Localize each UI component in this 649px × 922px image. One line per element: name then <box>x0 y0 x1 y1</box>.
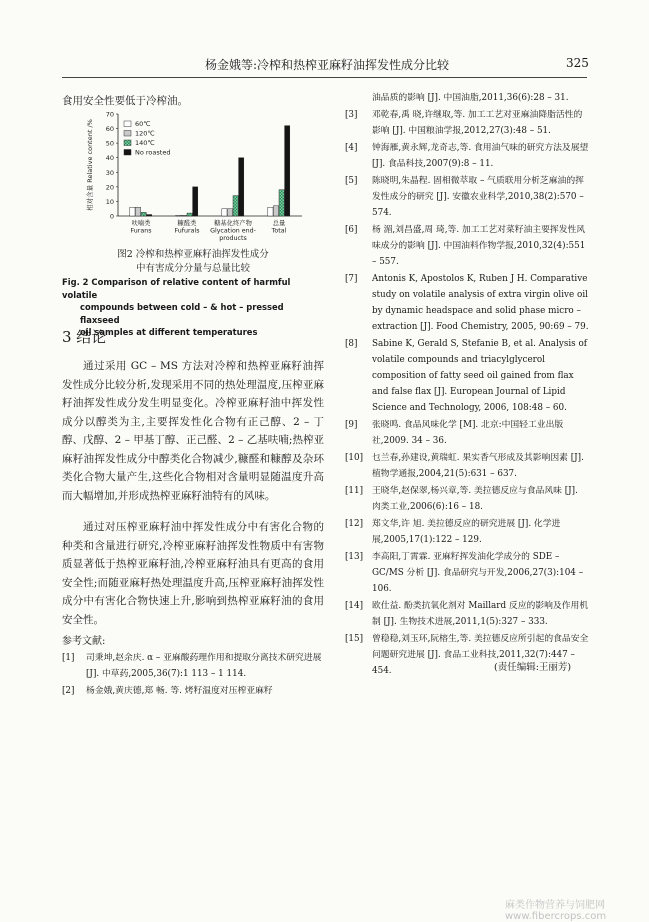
figure-caption-cn-line-1: 图2 冷榨和热榨亚麻籽油挥发性成分 <box>117 249 269 260</box>
reference-list-right <box>345 90 589 680</box>
reference-number: [7] <box>345 274 358 284</box>
y-tick-label: 0 <box>109 212 114 221</box>
running-title: 杨金娥等:冷榨和热榨亚麻籽油挥发性成分比较 <box>205 58 450 72</box>
bar <box>176 215 181 216</box>
x-tick-label: 呋喃类 <box>131 220 151 227</box>
bar <box>233 196 238 216</box>
reference-list-left <box>62 650 324 700</box>
y-tick-label: 20 <box>105 183 114 192</box>
figure-caption-en-line-3: oil samples at different temperatures <box>80 327 258 337</box>
legend-label: 60℃ <box>135 120 151 128</box>
running-header <box>0 56 649 76</box>
y-tick-label: 40 <box>105 154 114 163</box>
x-tick-label: 总量 <box>272 220 286 227</box>
y-tick-label: 50 <box>105 139 114 148</box>
reference-number: [8] <box>345 339 358 349</box>
y-axis-label <box>85 119 94 211</box>
reference-item <box>345 598 589 630</box>
reference-item <box>345 90 589 106</box>
bar <box>193 187 198 216</box>
reference-text: 司秉坤,赵余庆. α – 亚麻酸药理作用和提取分离技术研究进展 [J]. 中草药,2005,36(7):1 113 – 1 114. <box>86 653 322 679</box>
reference-number: [1] <box>62 653 75 663</box>
bar <box>285 126 290 216</box>
legend-label: 120℃ <box>135 129 155 138</box>
x-tick-label: products <box>219 235 247 242</box>
reference-text: 曾稳稳,刘玉环,阮榕生,等. 美拉德反应所引起的食品安全问题研究进展 [J]. 食品工业科技,2011,32(7):447 – 454. <box>372 634 589 676</box>
legend-swatch <box>124 150 131 156</box>
figure-2 <box>62 108 324 252</box>
paragraph: 通过对压榨亚麻籽油中挥发性成分中有害化合物的种类和含量进行研究,冷榨亚麻籽油挥发性物质中有害物质显著低于热榨亚麻籽油,冷榨亚麻籽油具有更高的食用安全性;而随亚麻籽热处理温度升高,压榨亚麻籽油挥发性成分中有害化合物快速上升,影响到热榨亚麻籽油的食用安全性。 <box>62 521 324 626</box>
conclusion-text <box>62 357 324 629</box>
reference-text: 钟海雁,黄永辉,龙奇志,等. 食用油气味的研究方法及展望 [J]. 食品科技,2007(9):8 – 11. <box>372 143 589 169</box>
bar <box>187 213 192 216</box>
reference-number: [6] <box>345 225 358 235</box>
y-tick-label: 60 <box>105 125 114 134</box>
reference-number: [10] <box>345 453 364 463</box>
x-tick-label: 糖基化终产物 <box>214 220 252 227</box>
reference-text: 欧仕益. 酚类抗氧化剂对 Maillard 反应的影响及作用机制 [J]. 生物技术进展,2011,1(5):327 – 333. <box>372 601 589 627</box>
reference-item <box>345 222 589 270</box>
reference-item <box>345 549 589 597</box>
reference-item <box>62 650 324 682</box>
bar <box>273 206 278 216</box>
bar <box>239 158 244 216</box>
reference-number: [4] <box>345 143 358 153</box>
page-number: 325 <box>566 56 589 70</box>
reference-item <box>62 683 324 699</box>
header-rule <box>62 77 587 78</box>
figure-caption-cn <box>62 248 324 276</box>
bar <box>222 209 227 216</box>
paragraph: 通过采用 GC – MS 方法对冷榨和热榨亚麻籽油挥发性成分比较分析,发现采用不同的热处理温度,压榨亚麻籽油挥发性成分发生明显变化。冷榨亚麻籽油中挥发性成分以醇类为主,主要挥发性化合物有正己醇、2 – 丁醇、戊醇、2 – 甲基丁醇、正己醛、2 – 乙基呋喃;热榨亚麻籽油挥发性成分中醇类化合物减少,糠醛和糠醇及杂环类化合物大量产生,这些化合物相对含量明显随温度升高而大幅增加,并形成热榨亚麻籽油特有的风味。 <box>62 360 324 502</box>
x-tick-label: Total <box>271 227 287 235</box>
reference-text: 郑文华,许 旭. 美拉德反应的研究进展 [J]. 化学进展,2005,17(1):122 – 129. <box>372 519 561 545</box>
reference-text: 王晓华,赵保翠,杨兴章,等. 美拉德反应与食品风味 [J]. 肉类工业,2006(6):16 – 18. <box>372 486 578 512</box>
reference-item <box>345 107 589 139</box>
reference-item <box>345 336 589 416</box>
reference-text: 李高阳,丁霄霖. 亚麻籽挥发油化学成分的 SDE – GC/MS 分析 [J]. 食品研究与开发,2006,27(3):104 – 106. <box>372 552 584 594</box>
legend-label: No roasted <box>135 148 171 157</box>
reference-number: [15] <box>345 634 364 644</box>
bar <box>141 212 146 216</box>
bar <box>147 215 152 216</box>
figure-caption-cn-line-2: 中有害成分分量与总量比较 <box>135 263 250 274</box>
bar <box>227 209 232 216</box>
legend-label: 140℃ <box>135 139 155 147</box>
reference-item <box>345 516 589 548</box>
y-tick-label: 30 <box>105 168 114 177</box>
y-axis-label-cn: 相对含量 <box>86 182 94 211</box>
reference-item <box>345 450 589 482</box>
reference-number: [2] <box>62 686 75 696</box>
editor-note: (责任编辑:王丽芳) <box>494 662 572 673</box>
x-tick-label: Fufurals <box>174 227 200 235</box>
legend-swatch <box>124 140 131 146</box>
section-title: 3 结论 <box>62 328 107 346</box>
references-heading: 参考文献: <box>62 636 106 647</box>
figure-caption-en-line-2: compounds between cold – & hot – pressed flaxseed <box>80 302 284 325</box>
reference-text: Sabine K, Gerald S, Stefanie B, et al. Analysis of volatile compounds and triacylglycerol composition of fatty seed oil gained from flax and false flax [J]. European Journal of Lipid Science and Technology, 2006, 108:48 – 60. <box>372 339 588 413</box>
watermark: 麻类作物营养与饲肥网 www.fibercrops.com <box>505 900 607 922</box>
legend-swatch <box>124 131 131 137</box>
reference-number: [14] <box>345 601 364 611</box>
y-tick-label: 70 <box>105 110 114 119</box>
x-tick-label: 糠醛类 <box>177 220 197 227</box>
reference-number: [13] <box>345 552 364 562</box>
figure-caption-en-line-1: Fig. 2 Comparison of relative content of harmful volatile <box>62 277 291 300</box>
reference-item <box>345 271 589 335</box>
x-tick-label: Furans <box>130 227 152 235</box>
bar <box>181 215 186 216</box>
intro-line: 食用安全性要低于冷榨油。 <box>62 95 188 107</box>
bar <box>135 207 140 216</box>
reference-number: [9] <box>345 420 358 430</box>
legend-swatch <box>124 121 131 127</box>
reference-number: [12] <box>345 519 364 529</box>
reference-text: 乜兰春,孙建设,黄瑞虹. 果实香气形成及其影响因素 [J]. 植物学通报,2004,21(5):631 – 637. <box>372 453 584 479</box>
reference-text: 邓乾春,禹 晓,许继取,等. 加工工艺对亚麻油降脂活性的影响 [J]. 中国粮油学报,2012,27(3):48 – 51. <box>372 110 583 136</box>
bar <box>268 207 273 216</box>
reference-text: Antonis K, Apostolos K, Ruben J H. Comparative study on volatile analysis of extra virgin olive oil by dynamic headspace and solid phase micro – extraction [J]. Food Chemistry, 2005, 90:69 – 79. <box>372 274 589 332</box>
reference-item <box>345 173 589 221</box>
reference-item <box>345 140 589 172</box>
x-tick-label: Glycation end- <box>210 227 256 235</box>
y-tick-label: 10 <box>105 197 114 206</box>
reference-text: 杨 湄,刘昌盛,周 琦,等. 加工工艺对菜籽油主要挥发性风味成分的影响 [J]. 中国油料作物学报,2010,32(4):551 – 557. <box>372 225 586 267</box>
reference-number: [3] <box>345 110 358 120</box>
bar-chart <box>62 108 324 248</box>
reference-text: 油品质的影响 [J]. 中国油脂,2011,36(6):28 – 31. <box>372 93 569 103</box>
reference-item <box>345 483 589 515</box>
bar <box>279 190 284 216</box>
reference-text: 陈晓明,朱晶程. 固相微萃取 – 气质联用分析芝麻油的挥发性成分的研究 [J]. 安徽农业科学,2010,38(2):570 – 574. <box>372 176 584 218</box>
reference-text: 张晓鸣. 食品风味化学 [M]. 北京:中国轻工业出版社,2009. 34 – 36. <box>372 420 564 446</box>
bar <box>130 207 135 216</box>
y-axis-label-en: Relative content /% <box>86 119 94 183</box>
reference-text: 杨金娥,黄庆德,郑 畅. 等. 烤籽温度对压榨亚麻籽 <box>86 686 273 696</box>
reference-number: [5] <box>345 176 358 186</box>
reference-item <box>345 417 589 449</box>
reference-number: [11] <box>345 486 364 496</box>
